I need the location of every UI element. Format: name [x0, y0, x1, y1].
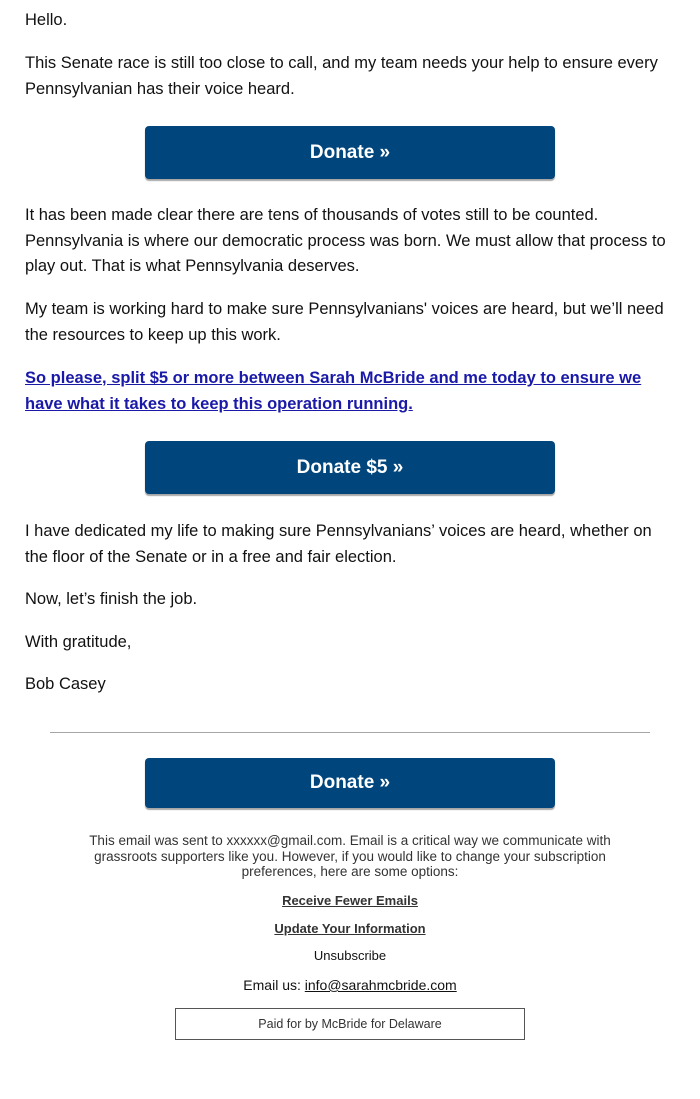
- email-us-label: Email us:: [243, 977, 305, 993]
- email-address-link[interactable]: info@sarahmcbride.com: [304, 977, 457, 993]
- footer-donate-button[interactable]: Donate »: [145, 758, 555, 808]
- divider: [50, 732, 650, 733]
- email-us-line: [0, 977, 700, 993]
- paragraph-2: It has been made clear there are tens of thousands of votes still to be counted. Pennsylvania is where our democratic process was born. We must allow that process to play out. That is what Pennsylvania deserves.: [25, 206, 666, 275]
- donate-button[interactable]: Donate »: [145, 126, 555, 179]
- closing: With gratitude,: [25, 633, 132, 651]
- signature: Bob Casey: [25, 675, 106, 693]
- donate-ask-link[interactable]: So please, split $5 or more between Sarah McBride and me today to ensure we have what it takes to keep this operation running.: [25, 369, 642, 413]
- paid-for-text: Paid for by McBride for Delaware: [258, 1017, 442, 1031]
- greeting: Hello.: [25, 11, 68, 29]
- paid-for-box: [175, 1008, 525, 1040]
- subscription-notice: This email was sent to xxxxxx@gmail.com. Email is a critical way we communicate with grassroots supporters like you. However, if you would like to change your subscription preferences, here are some options:: [89, 833, 611, 879]
- donate-5-button[interactable]: Donate $5 »: [145, 441, 555, 494]
- paragraph-4: I have dedicated my life to making sure Pennsylvanians’ voices are heard, whether on the floor of the Senate or in a free and fair election.: [25, 522, 652, 566]
- receive-fewer-emails-link[interactable]: Receive Fewer Emails: [282, 893, 418, 908]
- paragraph-3: My team is working hard to make sure Pennsylvanians' voices are heard, but we’ll need the resources to keep up this work.: [25, 300, 664, 344]
- unsubscribe-link[interactable]: Unsubscribe: [313, 948, 387, 963]
- paragraph-5: Now, let’s finish the job.: [25, 590, 198, 608]
- paragraph-1: This Senate race is still too close to call, and my team needs your help to ensure every Pennsylvanian has their voice heard.: [25, 54, 658, 98]
- update-information-link[interactable]: Update Your Information: [274, 921, 426, 936]
